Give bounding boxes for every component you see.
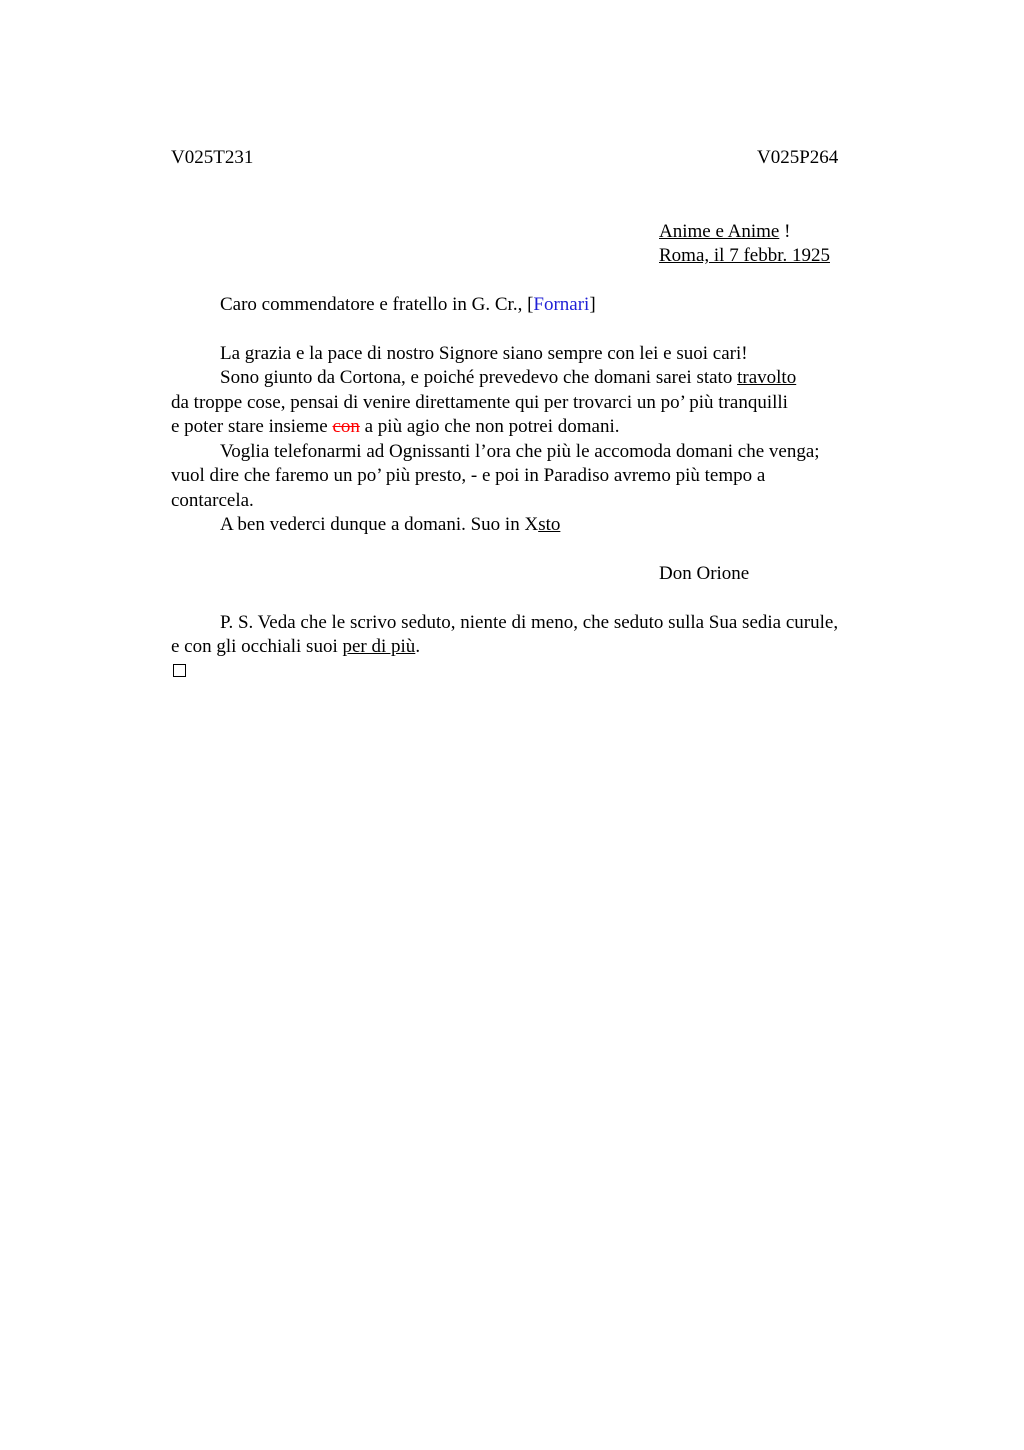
body-paragraph-3-line-3: contarcela.: [171, 490, 254, 511]
body-paragraph-3-line-1: Voglia telefonarmi ad Ognissanti l’ora che più le accomoda domani che venga;: [220, 441, 820, 462]
salutation: [220, 293, 596, 317]
body-text: e con gli occhiali suoi: [171, 636, 343, 657]
body-text: a più agio che non potrei domani.: [359, 416, 620, 437]
document-code-left: V025T231: [171, 147, 254, 168]
end-of-document-box-icon: [173, 664, 186, 677]
salutation-close-bracket: ]: [589, 294, 596, 315]
motto-exclamation: !: [779, 221, 791, 242]
deleted-word: con: [332, 416, 360, 437]
motto-text: Anime e Anime: [659, 221, 780, 242]
postscript-line-2: [171, 635, 420, 659]
document-code-right: V025P264: [757, 147, 839, 168]
underlined-word: travolto: [737, 367, 797, 388]
body-text: .: [415, 636, 421, 657]
body-paragraph-1: La grazia e la pace di nostro Signore siano sempre con lei e suoi cari!: [220, 343, 748, 364]
underlined-abbreviation: sto: [538, 514, 561, 535]
signature: Don Orione: [659, 563, 750, 584]
body-paragraph-2-line-2: da troppe cose, pensai di venire direttamente qui per trovarci un po’ più tranquilli: [171, 392, 788, 413]
body-paragraph-2-line-1: [220, 366, 796, 390]
body-text: e poter stare insieme: [171, 416, 333, 437]
dateline: Roma, il 7 febbr. 1925: [659, 245, 830, 266]
recipient-name: Fornari: [533, 294, 590, 315]
salutation-text: Caro commendatore e fratello in G. Cr., [: [220, 294, 534, 315]
motto-line: [659, 220, 790, 244]
body-text: Sono giunto da Cortona, e poiché prevedevo che domani sarei stato: [220, 367, 738, 388]
body-paragraph-4: [220, 513, 560, 537]
body-paragraph-2-line-3: [171, 415, 619, 439]
body-text: A ben vederci dunque a domani. Suo in X: [220, 514, 539, 535]
body-paragraph-3-line-2: vuol dire che faremo un po’ più presto, - e poi in Paradiso avremo più tempo a: [171, 465, 766, 486]
underlined-phrase: per di più: [342, 636, 416, 657]
postscript-line-1: P. S. Veda che le scrivo seduto, niente di meno, che seduto sulla Sua sedia curule,: [220, 612, 839, 633]
